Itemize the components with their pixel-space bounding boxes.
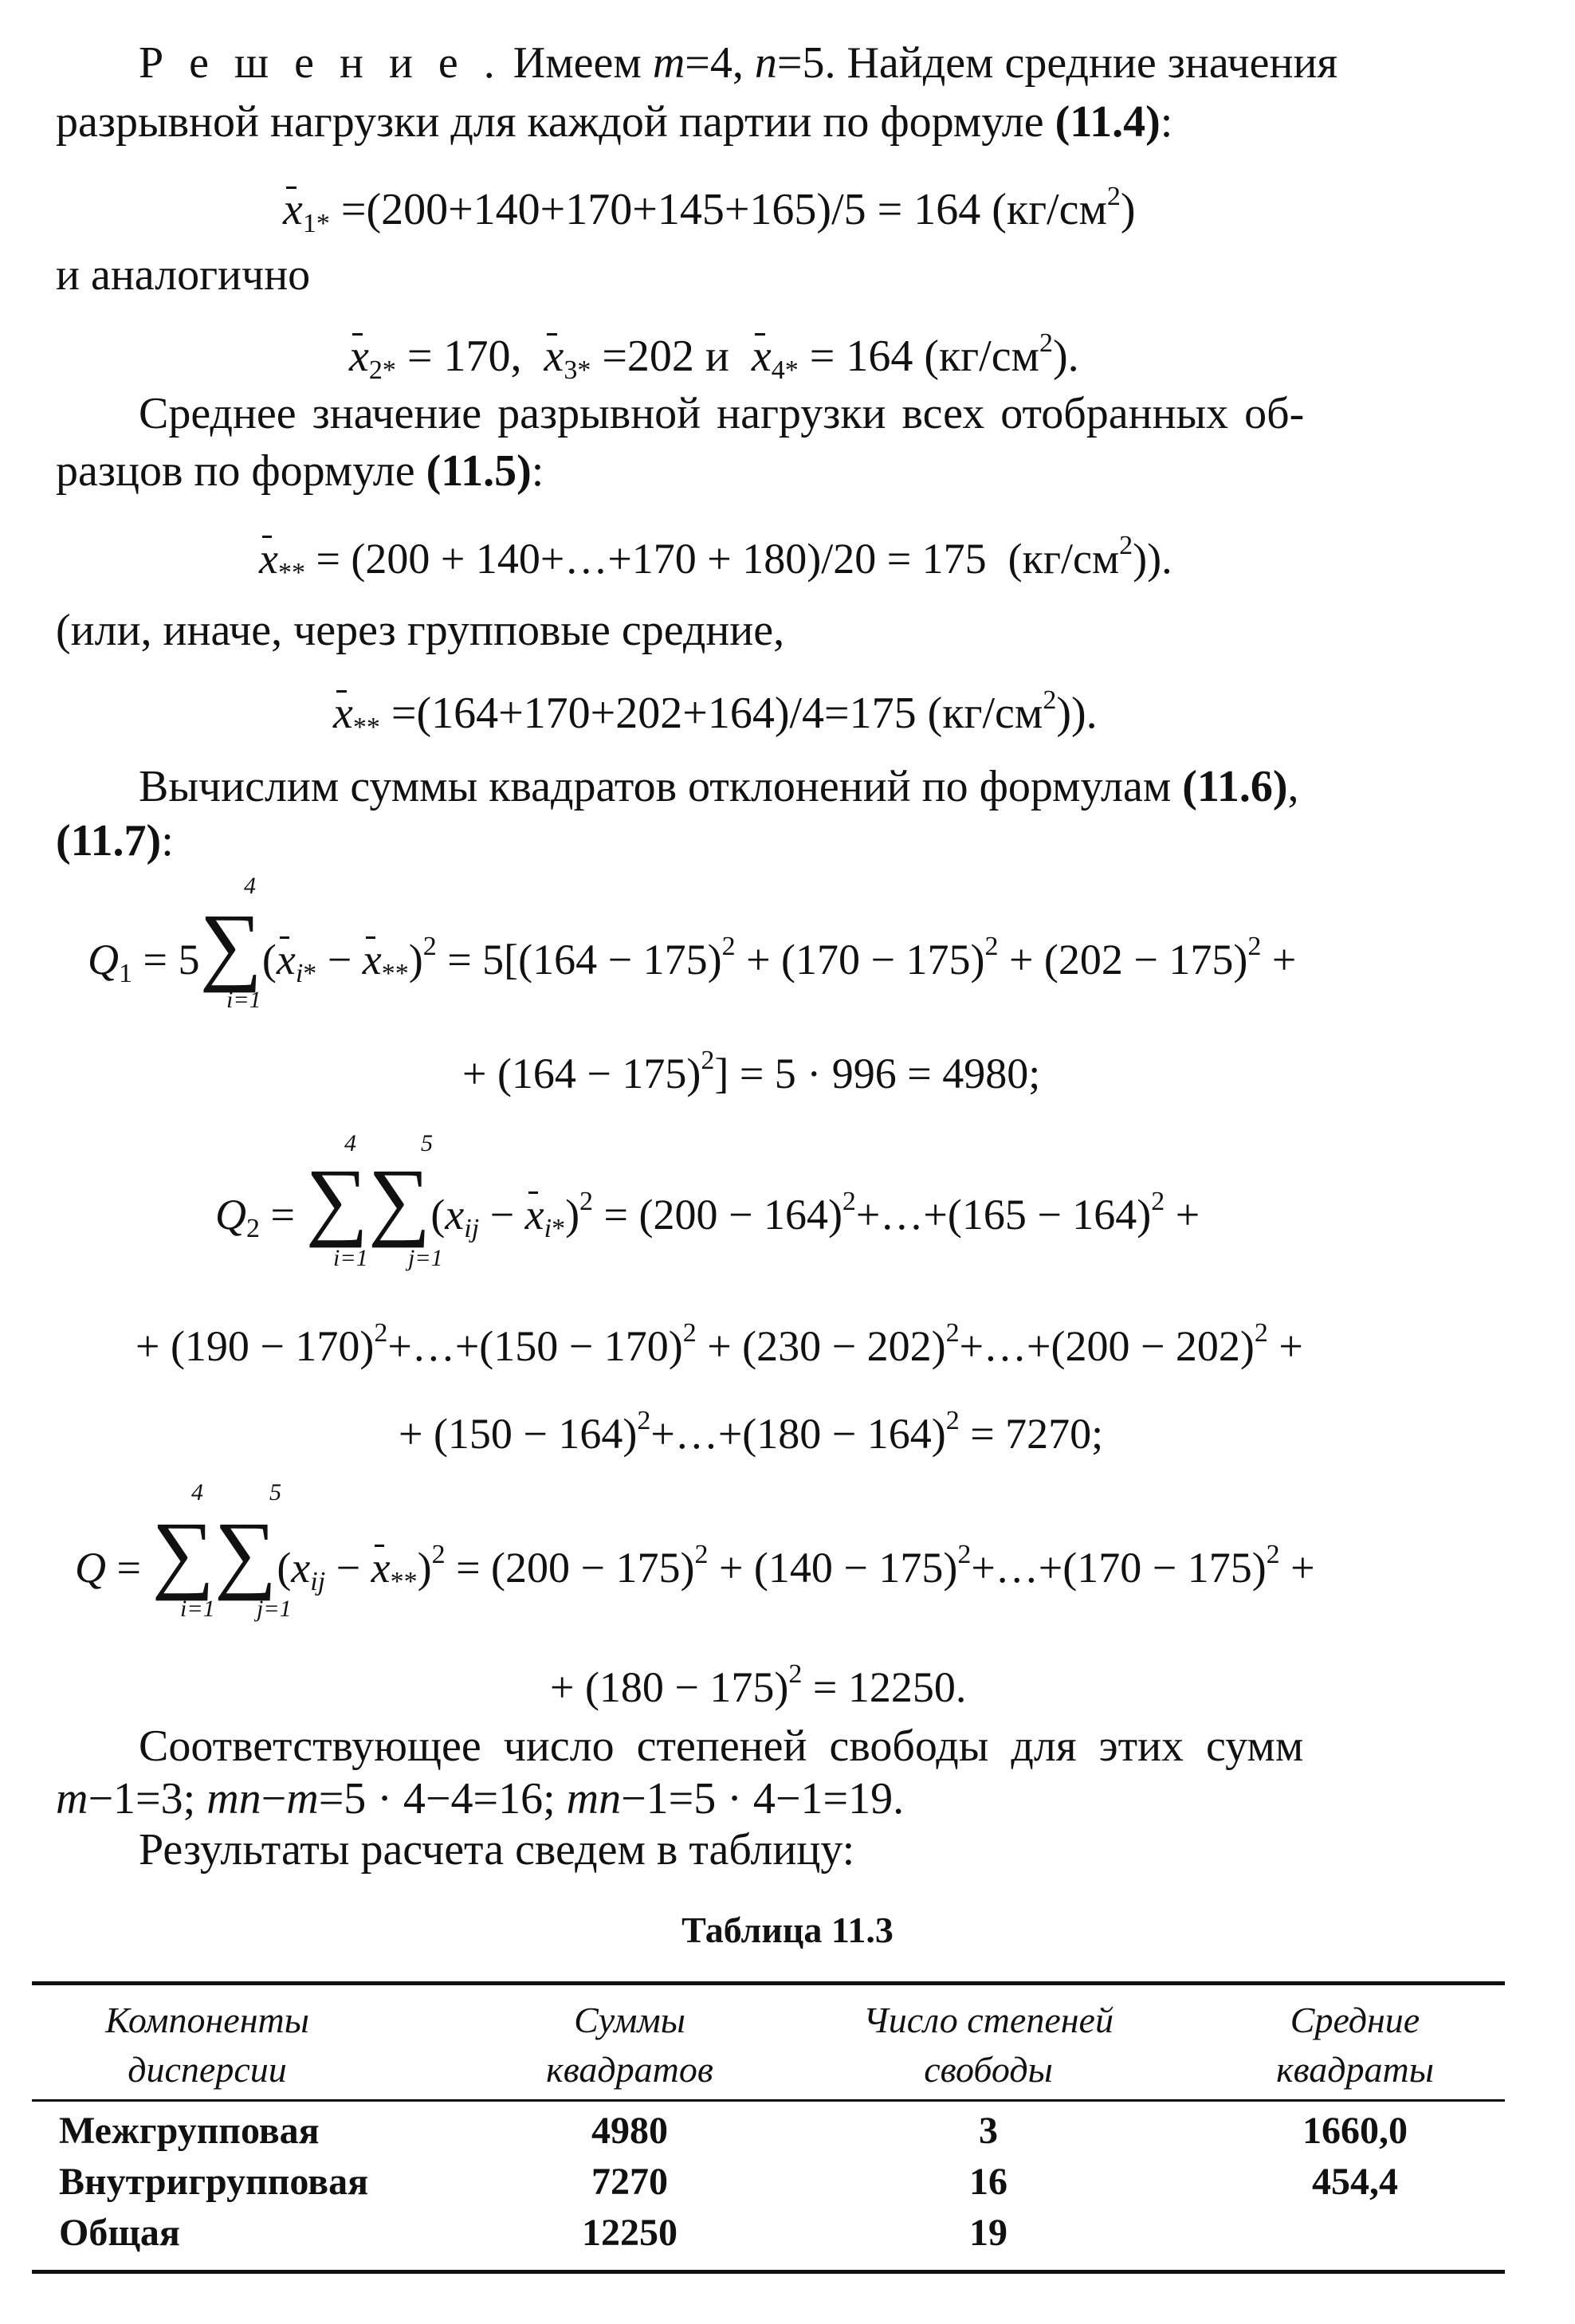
formula-q1-line-1: $Q_1 = 5\sum(x_{i*} - x_{**})^2 = 5[(164 - 175)^2 + (170 - 175)^2 + (202 - 175)^2$ + (88, 896, 1297, 993)
formula-q-line-1: $Q = \sum\sum(x_{ij} - x_{**})^2 = (200 - 175)^2 + (140$ − $175)^2+\dots+(170 - 175)^2$ + (75, 1504, 1315, 1601)
table-header-dof: Число степеней свободы (863, 2000, 1113, 2090)
formula-q2-line-1: $Q_2 = \sum\sum(x_{ij} - x_{i*})^2 = (200$ − $164)^2+\dots+(165 - 164)^2$ + (215, 1151, 1200, 1248)
givens-text: Имеем m=4, n=5. Найдем средние значения (513, 38, 1338, 88)
text-line-11: Результаты расчета сведем в таблицу: (139, 1825, 855, 1875)
formula-q-line-2: + $(180 - 175)^2 = 12250$. (550, 1659, 967, 1711)
table-row-3-sum: 12250 (582, 2212, 678, 2254)
text-line-4: Среднее значение разрывной нагрузки всех отобранных об- (139, 389, 1305, 438)
table-row-1-label: Межгрупповая (59, 2110, 320, 2152)
text-line-7: Вычислим суммы квадратов отклонений по формулам (11.6), (139, 762, 1299, 811)
formula-means-x2-x4: $x_{2*} = 170$, $x_{3*} =202$ и $x_{4*} = 164$ $(кг/см^2)$. (349, 328, 1079, 385)
table-row-1-sum: 4980 (591, 2110, 668, 2152)
table-header-sums: Суммы квадратов (546, 2000, 713, 2090)
formula-grand-mean: $x_{**} = (200$ + 140+…+170 + 180)/20 = 175 $(кг/см^2)$). (259, 531, 1172, 587)
formula-q1-line-2: + $(164 - 175)^2] = 5 \cdot 996 = 4980$; (462, 1046, 1041, 1097)
text-line-3: и аналогично (56, 250, 311, 300)
formula-q2-line-2: + $(190 - 170)^2+\dots+(150 - 170)^2 + (230$ − $202)^2+\dots+(200 - 202)^2$ + (136, 1318, 1303, 1370)
text-line-2: разрывной нагрузки для каждой партии по формуле (11.4): (56, 97, 1173, 147)
table-bottom-rule (32, 2270, 1505, 2274)
solution-line-1 (56, 35, 1522, 91)
table-header-means: Средние квадраты (1276, 2000, 1434, 2090)
table-row-2-dof: 16 (969, 2161, 1007, 2203)
text-line-5: разцов по формуле (11.5): (56, 446, 544, 496)
text-line-8: (11.7): (56, 816, 174, 866)
solution-heading: Р е ш е н и е . (139, 38, 502, 88)
table-header-components: Компоненты дисперсии (105, 2000, 309, 2090)
table-row-2-label: Внутригрупповая (59, 2161, 369, 2203)
text-line-10: m−1=3; mn−m=5 · 4−4=16; mn−1=5 · 4−1=19. (56, 1774, 905, 1823)
table-header-rule (32, 2099, 1505, 2102)
document-page: Р е ш е н и е . Имеем m=4, n=5. Найдем средние значения разрывной нагрузки для каждой партии по формуле (11.4): $x_{1*} =(200+140+170+145+165)/5 = 164$ $(кг/см^2)$ и аналогично $x_{2*} = 170$, $x_{3*} =202$ и $x_{4*} = 164$ $(кг/см^2)$. Среднее значение разрывной нагрузки всех отобранных об- разцов по формуле (11.5): $x_{**} = (200$ + 140+…+170 + 180)/20 = 175 $(кг/см^2)$). (или, иначе, через групповые средние, $x_{**} =(164+170+202+164)/4=175$ $(кг/см^2)$). Вычислим суммы квадратов отклонений по формулам (11.6), (11.7): $Q_1 = 5\sum(x_{i*} - x_{**})^2 = 5[(164 - 175)^2 + (170 - 175)^2 + (202 - 175)^2$ + 4 i=1 + $(164 - 175)^2] = 5 \cdot 996 = 4980$; $Q_2 = \sum\sum(x_{ij} - x_{i*})^2 = (200$ − $164)^2+\dots+(165 - 164)^2$ + 4 5 i=1 j=1 + $(190 - 170)^2+\dots+(150 - 170)^2 + (230$ − $202)^2+\dots+(200 - 202)^2$ + + $(150 - 164)^2+\dots+(180 - 164)^2 = 7270$; $Q = \sum\sum(x_{ij} - x_{**})^2 = (200 - 175)^2 + (140$ − $175)^2+\dots+(170 - 175)^2$ + 4 5 i=1 j=1 + $(180 - 175)^2 = 12250$. Соответствующее число степеней свободы для этих сумм m−1=3; mn−m=5 · 4−4=16; mn−1=5 · 4−1=19. Результаты расчета сведем в таблицу: Таблица 11.3 Компоненты дисперсии Суммы квадратов Число степеней свободы Средние квадраты Межгрупповая 4980 3 1660,0 Внутригрупповая 7270 16 454,4 Общая 12250 19 (0, 0, 1575, 2324)
table-row-3-dof: 19 (969, 2212, 1007, 2254)
formula-grand-mean-groups: $x_{**} =(164+170+202+164)/4=175$ $(кг/см^2)$). (333, 685, 1098, 742)
table-top-rule (32, 1981, 1505, 1985)
formula-q2-line-3: + $(150 - 164)^2+\dots+(180 - 164)^2 = 7270$; (399, 1406, 1104, 1458)
table-row-2-sum: 7270 (591, 2161, 668, 2203)
table-row-1-mean: 1660,0 (1302, 2110, 1408, 2152)
table-caption: Таблица 11.3 (681, 1910, 894, 1950)
table-row-3-label: Общая (59, 2212, 180, 2254)
table-row-2-mean: 454,4 (1312, 2161, 1398, 2203)
text-line-6: (или, иначе, через групповые средние, (56, 606, 785, 655)
table-row-1-dof: 3 (979, 2110, 998, 2152)
formula-mean-x1: $x_{1*} =(200+140+170+145+165)/5 = 164$ $(кг/см^2)$ (283, 182, 1136, 238)
text-line-9: Соответствующее число степеней свободы для этих сумм (139, 1721, 1304, 1771)
